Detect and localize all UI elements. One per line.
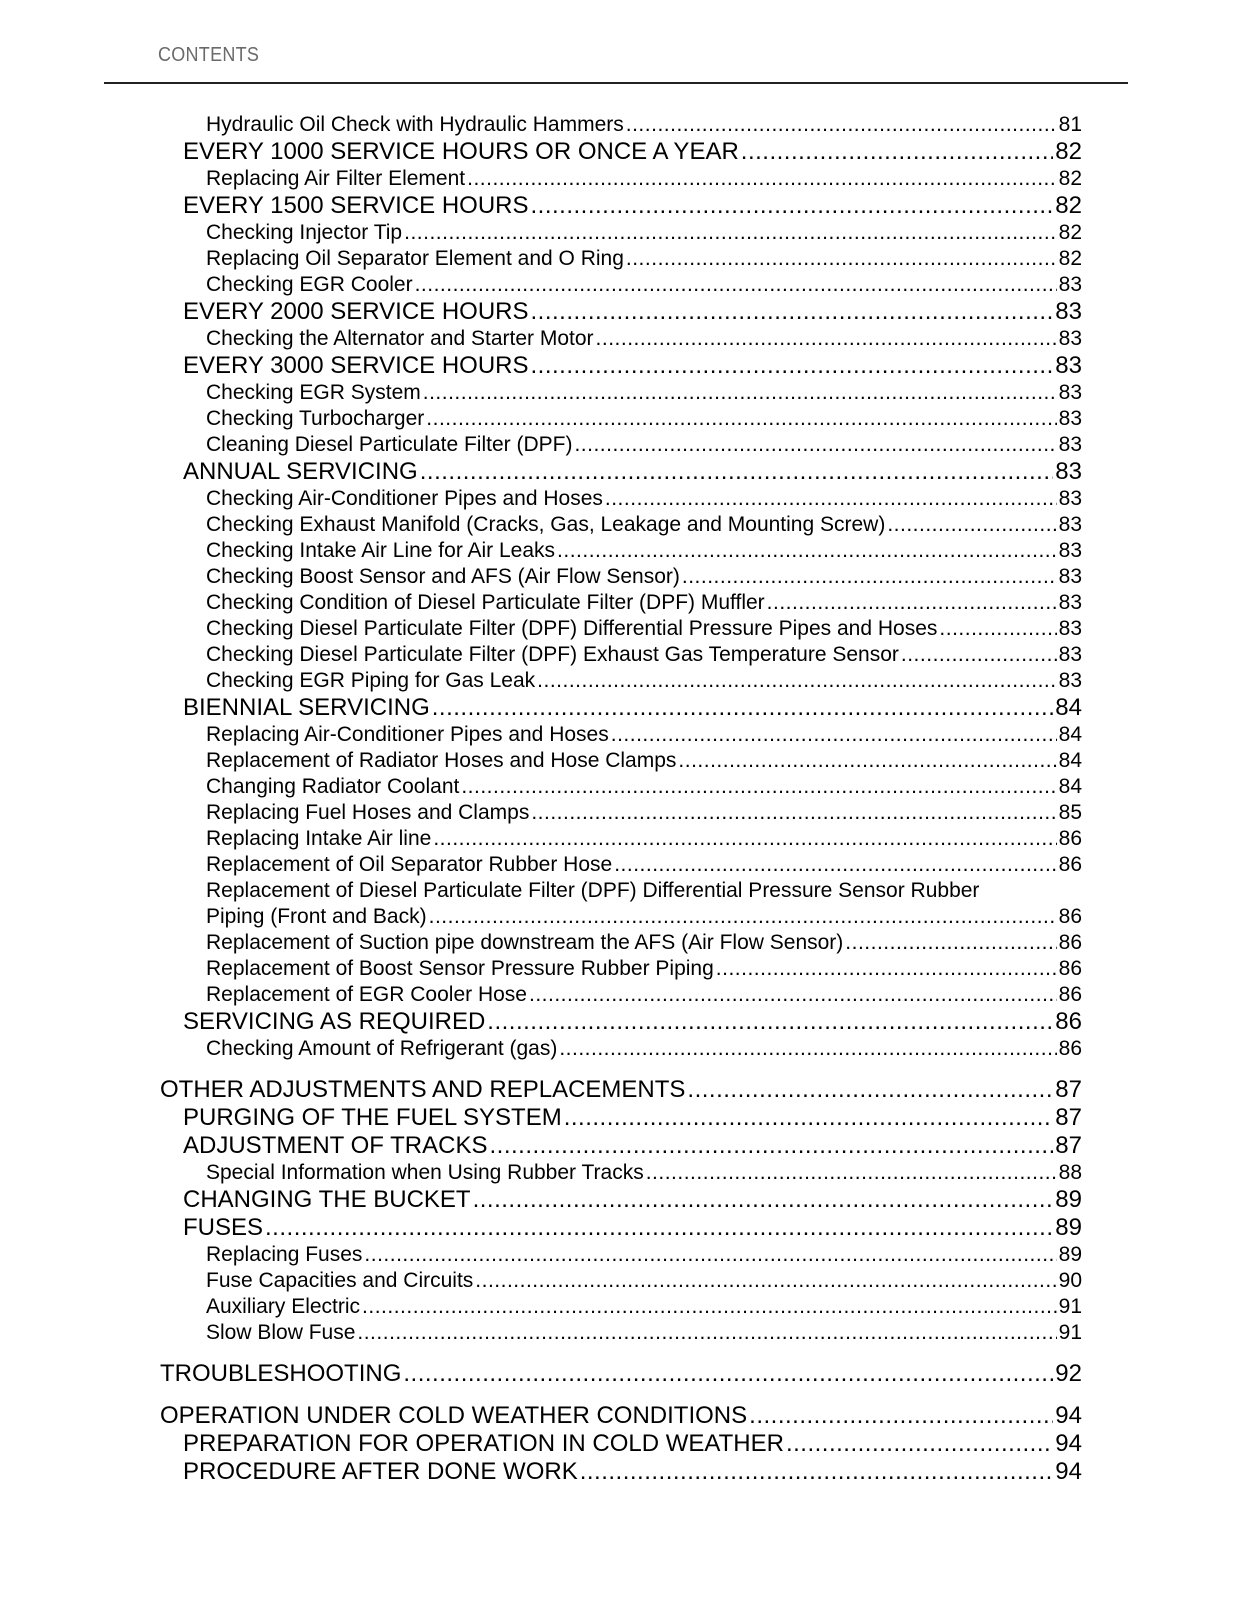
- toc-entry-title: Replacement of Diesel Particulate Filter (DPF) Differential Pressure Sensor Rubber: [206, 879, 980, 902]
- toc-page-number: 83: [1058, 643, 1082, 666]
- toc-entry-title: Checking EGR Piping for Gas Leak: [206, 669, 536, 692]
- toc-entry-title: PROCEDURE AFTER DONE WORK: [183, 1458, 578, 1485]
- toc-entry-title: Replacing Air-Conditioner Pipes and Hoses: [206, 723, 609, 746]
- toc-entry[interactable]: [206, 800, 1082, 826]
- toc-entry[interactable]: [183, 1458, 1082, 1486]
- toc-page-number: 83: [1058, 433, 1082, 456]
- toc-page-number: 86: [1058, 983, 1082, 1006]
- toc-entry[interactable]: [206, 1242, 1082, 1268]
- toc-entry-title: Replacement of Suction pipe downstream the AFS (Air Flow Sensor): [206, 931, 844, 954]
- toc-leader-dots: [611, 722, 1057, 748]
- toc-leader-dots: [531, 298, 1054, 326]
- toc-page-number: 83: [1058, 327, 1082, 350]
- toc-page-number: 87: [1055, 1076, 1082, 1103]
- toc-page-number: 83: [1058, 381, 1082, 404]
- toc-leader-dots: [426, 406, 1056, 432]
- toc-leader-dots: [614, 852, 1056, 878]
- toc-entry[interactable]: [183, 352, 1082, 380]
- toc-entry[interactable]: [206, 774, 1082, 800]
- toc-entry[interactable]: [160, 1076, 1082, 1104]
- toc-leader-dots: [467, 166, 1057, 192]
- toc-entry-title: Checking the Alternator and Starter Motor: [206, 327, 594, 350]
- table-of-contents: [0, 112, 1236, 1486]
- toc-leader-dots: [646, 1160, 1057, 1186]
- toc-leader-dots: [626, 246, 1057, 272]
- toc-page-number: 85: [1058, 801, 1082, 824]
- toc-page-number: 86: [1058, 853, 1082, 876]
- toc-entry[interactable]: [183, 694, 1082, 722]
- toc-leader-dots: [845, 930, 1056, 956]
- toc-leader-dots: [432, 694, 1054, 722]
- toc-leader-dots: [403, 1360, 1053, 1388]
- toc-entry-title: EVERY 1500 SERVICE HOURS: [183, 192, 529, 219]
- toc-leader-dots: [489, 1132, 1053, 1160]
- toc-page-number: 89: [1058, 1243, 1082, 1266]
- toc-page-number: 94: [1055, 1458, 1082, 1485]
- toc-leader-dots: [433, 826, 1056, 852]
- toc-page-number: 82: [1058, 167, 1082, 190]
- toc-entry-title: Checking Injector Tip: [206, 221, 403, 244]
- toc-entry-title: OTHER ADJUSTMENTS AND REPLACEMENTS: [160, 1076, 686, 1103]
- page-header: CONTENTS: [158, 44, 260, 66]
- toc-entry-title: EVERY 3000 SERVICE HOURS: [183, 352, 529, 379]
- toc-leader-dots: [559, 1036, 1056, 1062]
- toc-page-number: 88: [1058, 1161, 1082, 1184]
- toc-entry[interactable]: [206, 1160, 1082, 1186]
- toc-entry[interactable]: [183, 1104, 1082, 1132]
- toc-entry-title: PURGING OF THE FUEL SYSTEM: [183, 1104, 562, 1131]
- toc-entry[interactable]: [206, 432, 1082, 458]
- toc-entry[interactable]: [183, 138, 1082, 166]
- toc-entry[interactable]: [183, 298, 1082, 326]
- toc-entry[interactable]: [206, 590, 1082, 616]
- toc-page-number: 81: [1058, 113, 1082, 136]
- toc-page-number: 83: [1055, 352, 1082, 379]
- toc-page-number: 83: [1058, 617, 1082, 640]
- toc-entry[interactable]: [183, 1430, 1082, 1458]
- toc-entry-title: Checking EGR Cooler: [206, 273, 413, 296]
- toc-entry-title: ANNUAL SERVICING: [183, 458, 418, 485]
- toc-page-number: 84: [1058, 723, 1082, 746]
- toc-leader-dots: [901, 642, 1057, 668]
- toc-leader-dots: [678, 748, 1056, 774]
- toc-page-number: 83: [1058, 273, 1082, 296]
- toc-entry-title: Slow Blow Fuse: [206, 1321, 356, 1344]
- toc-leader-dots: [564, 1104, 1054, 1132]
- toc-page-number: 84: [1058, 749, 1082, 772]
- toc-leader-dots: [580, 1458, 1054, 1486]
- toc-leader-dots: [557, 538, 1057, 564]
- toc-entry-title: OPERATION UNDER COLD WEATHER CONDITIONS: [160, 1402, 748, 1429]
- toc-leader-dots: [531, 192, 1054, 220]
- toc-entry[interactable]: [206, 1320, 1082, 1346]
- toc-entry-title: Replacing Intake Air line: [206, 827, 432, 850]
- toc-page-number: 83: [1058, 487, 1082, 510]
- toc-leader-dots: [529, 982, 1057, 1008]
- toc-leader-dots: [461, 774, 1056, 800]
- toc-page-number: 86: [1058, 905, 1082, 928]
- toc-leader-dots: [605, 486, 1057, 512]
- toc-entry[interactable]: [183, 458, 1082, 486]
- toc-entry-title: EVERY 2000 SERVICE HOURS: [183, 298, 529, 325]
- toc-entry[interactable]: [160, 1402, 1082, 1430]
- toc-entry-title: Replacing Fuel Hoses and Clamps: [206, 801, 530, 824]
- toc-entry-title: Replacement of Oil Separator Rubber Hose: [206, 853, 613, 876]
- toc-entry[interactable]: [183, 1132, 1082, 1160]
- toc-page-number: 82: [1058, 221, 1082, 244]
- toc-leader-dots: [767, 590, 1057, 616]
- toc-entry[interactable]: [206, 246, 1082, 272]
- toc-leader-dots: [364, 1242, 1056, 1268]
- toc-entry-title: CHANGING THE BUCKET: [183, 1186, 471, 1213]
- toc-entry-title: Replacement of Boost Sensor Pressure Rubber Piping: [206, 957, 714, 980]
- toc-entry-title: PREPARATION FOR OPERATION IN COLD WEATHER: [183, 1430, 784, 1457]
- toc-entry-title: SERVICING AS REQUIRED: [183, 1008, 486, 1035]
- toc-leader-dots: [265, 1214, 1053, 1242]
- toc-entry-title: Special Information when Using Rubber Tracks: [206, 1161, 644, 1184]
- toc-page-number: 87: [1055, 1104, 1082, 1131]
- toc-leader-dots: [357, 1320, 1056, 1346]
- toc-page-number: 84: [1055, 694, 1082, 721]
- toc-page-number: 86: [1058, 827, 1082, 850]
- toc-entry-title: Checking EGR System: [206, 381, 421, 404]
- toc-entry[interactable]: [206, 564, 1082, 590]
- toc-leader-dots: [475, 1268, 1056, 1294]
- toc-leader-dots: [887, 512, 1056, 538]
- toc-entry[interactable]: [206, 326, 1082, 352]
- toc-page-number: 91: [1058, 1295, 1082, 1318]
- toc-page-number: 83: [1055, 458, 1082, 485]
- toc-page-number: 86: [1055, 1008, 1082, 1035]
- toc-entry[interactable]: [206, 878, 1082, 904]
- toc-page-number: 82: [1055, 138, 1082, 165]
- toc-entry[interactable]: [206, 722, 1082, 748]
- toc-leader-dots: [429, 904, 1057, 930]
- toc-page-number: 83: [1058, 565, 1082, 588]
- toc-leader-dots: [626, 112, 1057, 138]
- toc-entry-title: Checking Diesel Particulate Filter (DPF) Exhaust Gas Temperature Sensor: [206, 643, 899, 666]
- toc-entry-title: Checking Air-Conditioner Pipes and Hoses: [206, 487, 603, 510]
- toc-leader-dots: [404, 220, 1057, 246]
- toc-page-number: 87: [1055, 1132, 1082, 1159]
- toc-entry-title: Changing Radiator Coolant: [206, 775, 460, 798]
- toc-entry[interactable]: [206, 930, 1082, 956]
- toc-entry-title: Checking Intake Air Line for Air Leaks: [206, 539, 556, 562]
- toc-page-number: 86: [1058, 931, 1082, 954]
- toc-leader-dots: [939, 616, 1056, 642]
- toc-entry[interactable]: [206, 748, 1082, 774]
- toc-entry[interactable]: [206, 852, 1082, 878]
- toc-page-number: 83: [1058, 591, 1082, 614]
- toc-page-number: 86: [1058, 1037, 1082, 1060]
- toc-page-number: 86: [1058, 957, 1082, 980]
- toc-page-number: 94: [1055, 1402, 1082, 1429]
- toc-leader-dots: [423, 380, 1057, 406]
- toc-entry[interactable]: [206, 406, 1082, 432]
- toc-entry[interactable]: [206, 956, 1082, 982]
- toc-page-number: 83: [1058, 539, 1082, 562]
- toc-page-number: 83: [1058, 513, 1082, 536]
- toc-leader-dots: [682, 564, 1057, 590]
- toc-entry[interactable]: [206, 272, 1082, 298]
- toc-page-number: 90: [1058, 1269, 1082, 1292]
- toc-entry[interactable]: [160, 1360, 1082, 1388]
- toc-entry[interactable]: [206, 982, 1082, 1008]
- toc-entry[interactable]: [206, 642, 1082, 668]
- toc-page-number: 83: [1055, 298, 1082, 325]
- header-rule: [104, 82, 1128, 84]
- toc-entry[interactable]: [183, 192, 1082, 220]
- toc-entry-title: Checking Boost Sensor and AFS (Air Flow Sensor): [206, 565, 680, 588]
- toc-entry-title: Hydraulic Oil Check with Hydraulic Hammers: [206, 113, 624, 136]
- toc-entry-title: Checking Diesel Particulate Filter (DPF) Differential Pressure Pipes and Hoses: [206, 617, 938, 640]
- toc-leader-dots: [362, 1294, 1057, 1320]
- toc-leader-dots: [537, 668, 1056, 694]
- toc-page-number: 82: [1058, 247, 1082, 270]
- toc-entry-title: Replacing Oil Separator Element and O Ring: [206, 247, 624, 270]
- toc-entry-title: BIENNIAL SERVICING: [183, 694, 430, 721]
- toc-entry-title: Piping (Front and Back): [206, 905, 427, 928]
- toc-page-number: 83: [1058, 669, 1082, 692]
- toc-leader-dots: [531, 800, 1056, 826]
- toc-entry[interactable]: [206, 512, 1082, 538]
- toc-leader-dots: [741, 138, 1054, 166]
- toc-entry-title: Replacing Air Filter Element: [206, 167, 466, 190]
- toc-entry[interactable]: [206, 538, 1082, 564]
- toc-page-number: 89: [1055, 1186, 1082, 1213]
- toc-entry[interactable]: [206, 616, 1082, 642]
- toc-page-number: 82: [1055, 192, 1082, 219]
- toc-entry[interactable]: [183, 1008, 1082, 1036]
- toc-entry[interactable]: [206, 1268, 1082, 1294]
- toc-entry-title: Checking Amount of Refrigerant (gas): [206, 1037, 558, 1060]
- toc-entry-title: Fuse Capacities and Circuits: [206, 1269, 474, 1292]
- toc-entry[interactable]: [206, 380, 1082, 406]
- toc-entry-title: Replacement of EGR Cooler Hose: [206, 983, 527, 1006]
- toc-entry-title: Checking Turbocharger: [206, 407, 425, 430]
- toc-entry-title: Cleaning Diesel Particulate Filter (DPF): [206, 433, 573, 456]
- toc-leader-dots: [473, 1186, 1054, 1214]
- toc-entry-title: EVERY 1000 SERVICE HOURS OR ONCE A YEAR: [183, 138, 739, 165]
- toc-entry-title: Replacement of Radiator Hoses and Hose Clamps: [206, 749, 677, 772]
- toc-leader-dots: [596, 326, 1057, 352]
- toc-leader-dots: [786, 1430, 1053, 1458]
- toc-entry-title: Checking Condition of Diesel Particulate Filter (DPF) Muffler: [206, 591, 765, 614]
- toc-entry[interactable]: [206, 1294, 1082, 1320]
- toc-entry[interactable]: [206, 1036, 1082, 1062]
- toc-page-number: 89: [1055, 1214, 1082, 1241]
- toc-leader-dots: [487, 1008, 1053, 1036]
- toc-entry[interactable]: [183, 1214, 1082, 1242]
- toc-entry[interactable]: [206, 220, 1082, 246]
- toc-entry-title: Checking Exhaust Manifold (Cracks, Gas, Leakage and Mounting Screw): [206, 513, 886, 536]
- toc-entry-continuation[interactable]: [206, 904, 1082, 930]
- toc-leader-dots: [716, 956, 1057, 982]
- toc-page-number: 84: [1058, 775, 1082, 798]
- toc-leader-dots: [574, 432, 1056, 458]
- toc-page-number: 91: [1058, 1321, 1082, 1344]
- toc-entry-title: FUSES: [183, 1214, 264, 1241]
- toc-leader-dots: [415, 272, 1057, 298]
- toc-leader-dots: [687, 1076, 1053, 1104]
- toc-entry[interactable]: [206, 826, 1082, 852]
- toc-page-number: 83: [1058, 407, 1082, 430]
- toc-entry[interactable]: [206, 166, 1082, 192]
- toc-entry[interactable]: [183, 1186, 1082, 1214]
- toc-page-number: 94: [1055, 1430, 1082, 1457]
- toc-entry-title: TROUBLESHOOTING: [160, 1360, 402, 1387]
- toc-entry-title: Replacing Fuses: [206, 1243, 363, 1266]
- toc-leader-dots: [531, 352, 1054, 380]
- toc-page-number: 92: [1055, 1360, 1082, 1387]
- toc-entry[interactable]: [206, 112, 1082, 138]
- toc-leader-dots: [749, 1402, 1053, 1430]
- toc-entry[interactable]: [206, 486, 1082, 512]
- toc-entry-title: Auxiliary Electric: [206, 1295, 361, 1318]
- toc-entry-title: ADJUSTMENT OF TRACKS: [183, 1132, 488, 1159]
- toc-entry[interactable]: [206, 668, 1082, 694]
- toc-leader-dots: [420, 458, 1054, 486]
